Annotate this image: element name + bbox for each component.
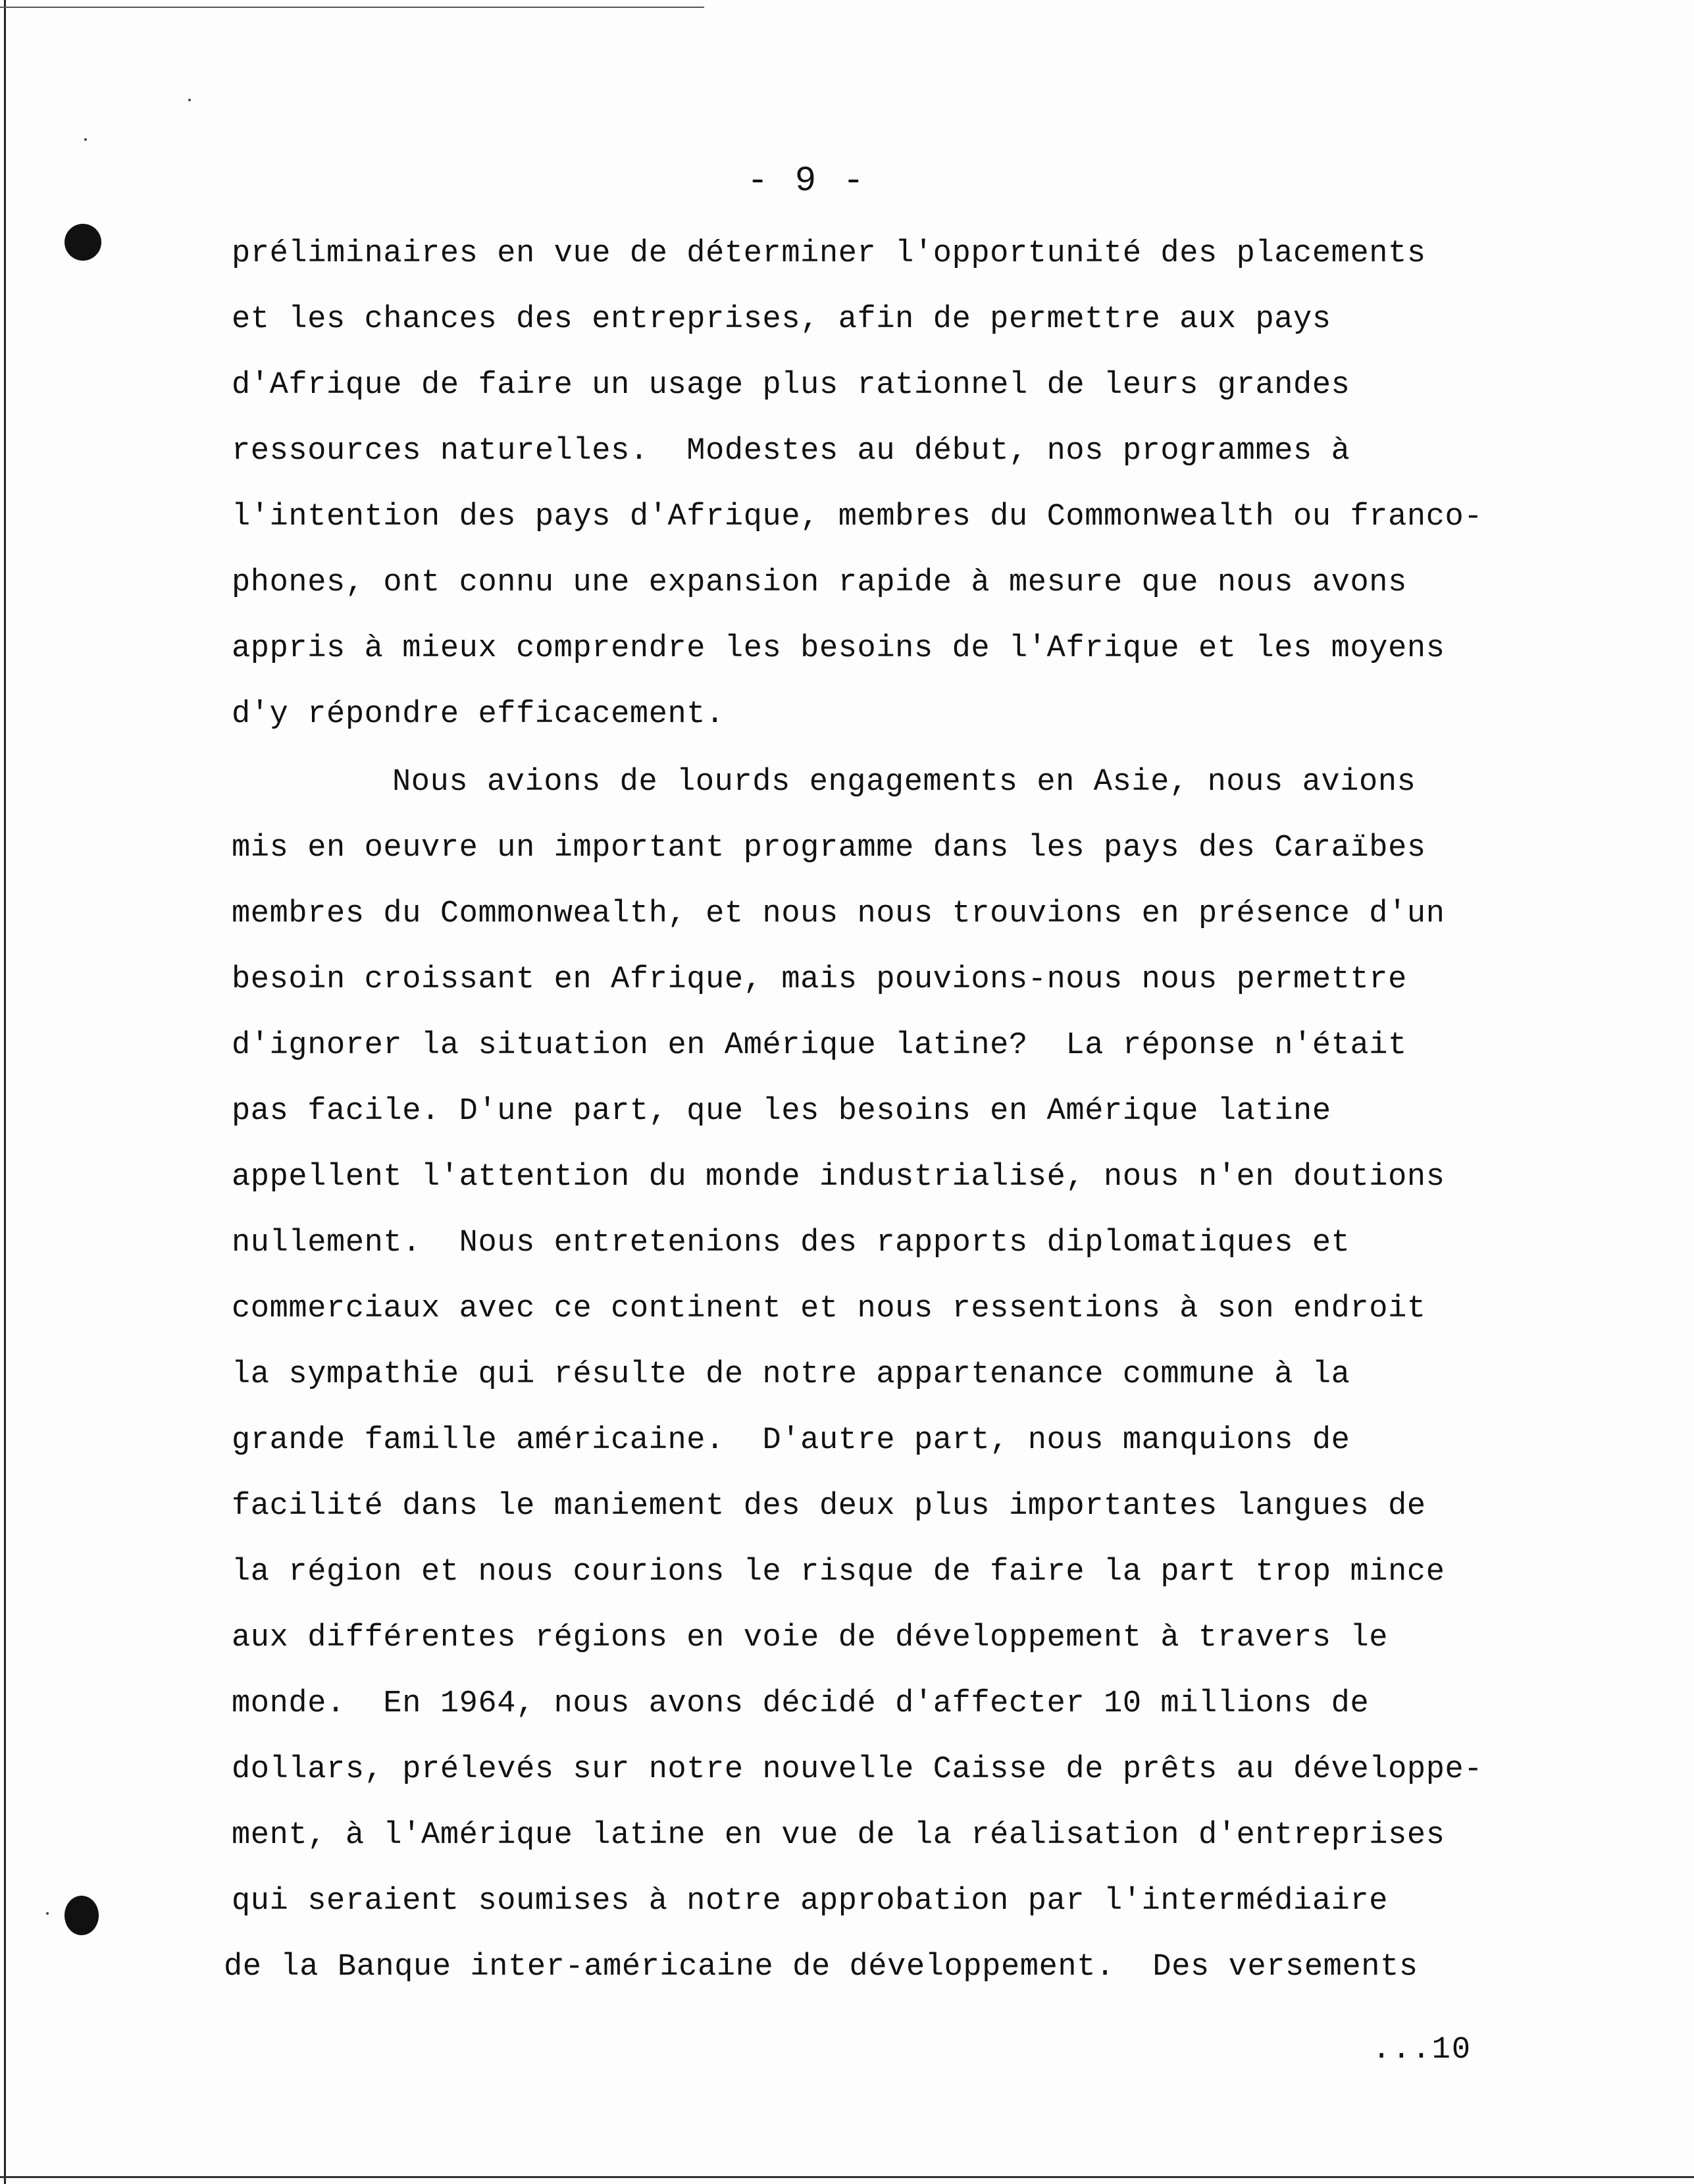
text-line: de la Banque inter-américaine de développement. Des versements [224, 1950, 1418, 1985]
scan-top-edge [0, 7, 704, 8]
text-line: la région et nous courions le risque de faire la part trop mince [232, 1555, 1445, 1590]
text-line: monde. En 1964, nous avons décidé d'affecter 10 millions de [232, 1686, 1370, 1721]
continuation-marker: ...10 [1372, 2033, 1472, 2067]
text-line: préliminaires en vue de déterminer l'opportunité des placements [232, 236, 1426, 271]
scan-bottom-edge [0, 2176, 1694, 2178]
text-line: qui seraient soumises à notre approbation par l'intermédiaire [232, 1884, 1389, 1919]
text-line: ressources naturelles. Modestes au début, nos programmes à [232, 434, 1350, 469]
scan-speck [188, 99, 191, 101]
text-line: appris à mieux comprendre les besoins de l'Afrique et les moyens [232, 631, 1445, 666]
text-line: phones, ont connu une expansion rapide à mesure que nous avons [232, 565, 1407, 600]
text-line: la sympathie qui résulte de notre appartenance commune à la [232, 1357, 1350, 1392]
text-line: d'ignorer la situation en Amérique latine? La réponse n'était [232, 1028, 1407, 1063]
text-line: l'intention des pays d'Afrique, membres du Commonwealth ou franco- [232, 500, 1483, 534]
punch-hole-top [64, 224, 101, 261]
text-line: commerciaux avec ce continent et nous ressentions à son endroit [232, 1291, 1426, 1326]
scan-speck [84, 138, 87, 141]
text-line: ment, à l'Amérique latine en vue de la réalisation d'entreprises [232, 1818, 1445, 1853]
scan-speck [46, 1912, 49, 1915]
text-line: membres du Commonwealth, et nous nous trouvions en présence d'un [232, 897, 1445, 931]
text-line: mis en oeuvre un important programme dans les pays des Caraïbes [232, 831, 1426, 866]
text-line: grande famille américaine. D'autre part, nous manquions de [232, 1423, 1350, 1458]
text-line: pas facile. D'une part, que les besoins en Amérique latine [232, 1094, 1331, 1129]
text-line: d'y répondre efficacement. [232, 697, 725, 732]
paragraph-first-line: Nous avions de lourds engagements en Asie, nous avions [392, 765, 1416, 800]
page-number: - 9 - [747, 161, 867, 201]
scan-left-edge [4, 0, 6, 2184]
text-line: aux différentes régions en voie de développement à travers le [232, 1621, 1389, 1655]
text-line: nullement. Nous entretenions des rapports diplomatiques et [232, 1226, 1350, 1261]
text-line: et les chances des entreprises, afin de permettre aux pays [232, 302, 1331, 337]
text-line: dollars, prélevés sur notre nouvelle Caisse de prêts au développe- [232, 1752, 1483, 1787]
punch-hole-bottom [64, 1896, 99, 1935]
text-line: appellent l'attention du monde industrialisé, nous n'en doutions [232, 1160, 1445, 1195]
text-line: d'Afrique de faire un usage plus rationnel de leurs grandes [232, 368, 1350, 403]
text-line: besoin croissant en Afrique, mais pouvions-nous nous permettre [232, 962, 1407, 997]
text-line: facilité dans le maniement des deux plus importantes langues de [232, 1489, 1426, 1524]
